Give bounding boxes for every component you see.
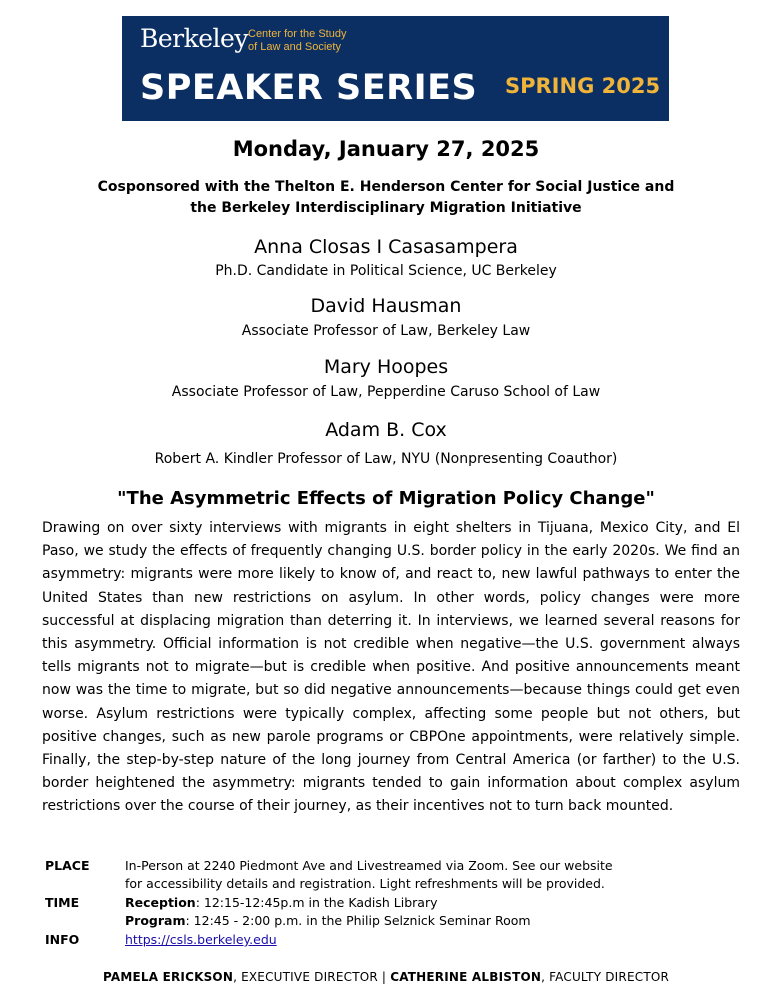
speaker-name: Mary Hoopes (323, 356, 449, 378)
time-text (125, 894, 531, 929)
time-label: TIME (45, 895, 80, 910)
season-label: SPRING 2025 (505, 74, 661, 98)
speaker-title: Ph.D. Candidate in Political Science, UC Berkeley (215, 263, 557, 279)
footer-separator: | (377, 970, 391, 984)
speaker-name: Anna Closas I Casasampera (254, 236, 518, 258)
place-text (125, 857, 613, 892)
place-line: for accessibility details and registration. Light refreshments will be provided. (125, 875, 605, 891)
program-label: Program (125, 912, 186, 928)
executive-director-role: , EXECUTIVE DIRECTOR (233, 970, 378, 984)
speaker-title: Associate Professor of Law, Berkeley Law (241, 323, 531, 339)
info-row (45, 931, 613, 949)
center-name (248, 28, 346, 54)
berkeley-logo: Berkeley (140, 24, 248, 53)
cosponsor-line-2: the Berkeley Interdisciplinary Migration Initiative (190, 200, 582, 216)
place-label: PLACE (45, 858, 90, 873)
speaker-title: Associate Professor of Law, Pepperdine Caruso School of Law (171, 384, 601, 400)
cosponsor-line-1: Cosponsored with the Thelton E. Henderson Center for Social Justice and (97, 179, 675, 195)
reception-text: : 12:15-12:45p.m in the Kadish Library (195, 895, 438, 910)
event-banner (122, 16, 669, 121)
footer-directors (0, 970, 772, 984)
speaker-name: Adam B. Cox (325, 419, 447, 441)
event-date: Monday, January 27, 2025 (232, 137, 540, 161)
info-label: INFO (45, 932, 80, 947)
place-line: In-Person at 2240 Piedmont Ave and Livestreamed via Zoom. See our website (125, 858, 613, 873)
talk-abstract: Drawing on over sixty interviews with migrants in eight shelters in Tijuana, Mexico City, and El Paso, we study the effects of frequently changing U.S. border policy in the early 2020s. We find an asymmetry: migrants were more likely to know of, and react to, new lawful pathways to enter the United States than new restrictions on asylum. In other words, policy changes were more successful at displacing migration than deterring it. In interviews, we learned several reasons for this asymmetry. Official information is not credible when negative—the U.S. government always tells migrants not to migrate—but is credible when positive. And positive announcements meant now was the time to migrate, but so did negative announcements—because things could get even worse. Asylum restrictions were typically complex, affecting some people but not others, but positive changes, such as new parole programs or CBPOne appointments, were relatively simple. Finally, the step-by-step nature of the long journey from Central America (or farther) to the U.S. border heightened the asymmetry: migrants tended to gain information about complex asylum restrictions over the course of their journey, as their incentives not to turn back mounted. (42, 520, 740, 815)
center-name-line-2: of Law and Society (248, 41, 341, 53)
faculty-director-role: , FACULTY DIRECTOR (541, 970, 670, 984)
speaker-title: Robert A. Kindler Professor of Law, NYU (Nonpresenting Coauthor) (154, 451, 618, 467)
program-text: : 12:45 - 2:00 p.m. in the Philip Selznick Seminar Room (185, 912, 531, 928)
event-details (45, 857, 613, 949)
center-name-line-1: Center for the Study (248, 28, 347, 40)
faculty-director-name: CATHERINE ALBISTON (390, 970, 542, 984)
website-link[interactable]: https://csls.berkeley.edu (125, 932, 277, 947)
executive-director-name: PAMELA ERICKSON (102, 970, 234, 984)
cosponsor-note (0, 177, 772, 219)
time-row (45, 894, 613, 929)
place-row (45, 857, 613, 892)
series-title: SPEAKER SERIES (140, 68, 478, 108)
speaker-name: David Hausman (310, 295, 462, 317)
reception-label: Reception (125, 895, 196, 910)
talk-title: "The Asymmetric Effects of Migration Policy Change" (117, 488, 655, 509)
